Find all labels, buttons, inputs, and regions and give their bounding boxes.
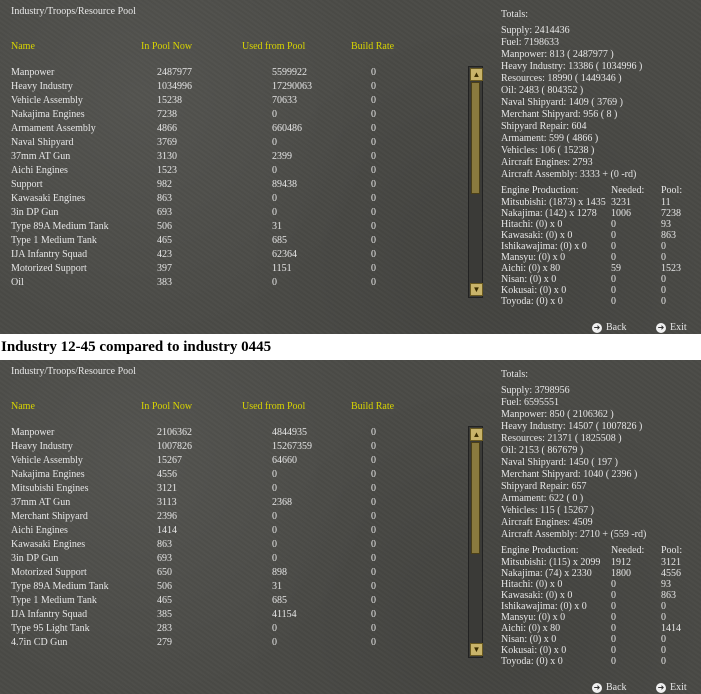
engine-pool: 0 (661, 612, 666, 623)
engine-needed: 0 (611, 656, 616, 667)
row-in-pool: 693 (157, 207, 172, 218)
engine-pool: 11 (661, 197, 671, 208)
engine-label: Hitachi: (0) x 0 (501, 219, 563, 230)
engine-label: Hitachi: (0) x 0 (501, 579, 563, 590)
row-in-pool: 279 (157, 637, 172, 648)
row-name: Manpower (11, 67, 55, 78)
row-used: 685 (272, 595, 287, 606)
row-build-rate: 0 (371, 539, 376, 550)
row-in-pool: 1414 (157, 525, 177, 536)
row-in-pool: 3769 (157, 137, 177, 148)
engine-needed: 1006 (611, 208, 631, 219)
row-name: Type 89A Medium Tank (11, 221, 109, 232)
table-row[interactable] (0, 234, 460, 248)
row-in-pool: 423 (157, 249, 172, 260)
exit-arrow-icon: ➜ (657, 322, 665, 332)
engine-label: Nisan: (0) x 0 (501, 634, 557, 645)
engine-pool: 0 (661, 241, 666, 252)
exit-button[interactable] (656, 682, 687, 694)
exit-label: Exit (670, 322, 687, 333)
totals-line: Shipyard Repair: 657 (501, 481, 587, 492)
table-row[interactable] (0, 566, 460, 580)
row-in-pool: 4866 (157, 123, 177, 134)
table-row[interactable] (0, 622, 460, 636)
row-used: 685 (272, 235, 287, 246)
engine-needed: 0 (611, 252, 616, 263)
engine-needed: 0 (611, 590, 616, 601)
row-used: 70633 (272, 95, 297, 106)
row-build-rate: 0 (371, 235, 376, 246)
back-arrow-icon: ➜ (593, 322, 601, 332)
engine-label: Ishikawajima: (0) x 0 (501, 601, 587, 612)
row-in-pool: 7238 (157, 109, 177, 120)
row-used: 0 (272, 469, 277, 480)
row-in-pool: 982 (157, 179, 172, 190)
row-name: Manpower (11, 427, 55, 438)
engine-pool: 93 (661, 579, 671, 590)
row-used: 0 (272, 137, 277, 148)
header-in-pool: In Pool Now (141, 41, 193, 52)
engine-pool: 0 (661, 634, 666, 645)
totals-line: Supply: 3798956 (501, 385, 570, 396)
row-name: 37mm AT Gun (11, 151, 71, 162)
row-build-rate: 0 (371, 207, 376, 218)
row-in-pool: 15238 (157, 95, 182, 106)
table-row[interactable] (0, 524, 460, 538)
row-name: Kawasaki Engines (11, 539, 86, 550)
engine-header-pool: Pool: (661, 545, 683, 556)
engine-pool: 0 (661, 285, 666, 296)
row-build-rate: 0 (371, 67, 376, 78)
table-row[interactable] (0, 276, 460, 290)
row-name: Merchant Shipyard (11, 511, 88, 522)
engine-needed: 1800 (611, 568, 631, 579)
row-name: Type 95 Light Tank (11, 623, 90, 634)
header-build-rate: Build Rate (351, 41, 395, 52)
row-used: 0 (272, 109, 277, 120)
table-row[interactable] (0, 608, 460, 622)
totals-line: Aircraft Engines: 2793 (501, 157, 593, 168)
row-name: Type 89A Medium Tank (11, 581, 109, 592)
row-name: Kawasaki Engines (11, 193, 86, 204)
engine-label: Kawasaki: (0) x 0 (501, 230, 573, 241)
row-build-rate: 0 (371, 623, 376, 634)
row-build-rate: 0 (371, 483, 376, 494)
table-row[interactable] (0, 178, 460, 192)
row-in-pool: 863 (157, 193, 172, 204)
row-in-pool: 2487977 (157, 67, 192, 78)
header-build-rate: Build Rate (351, 401, 395, 412)
engine-label: Mansyu: (0) x 0 (501, 252, 566, 263)
back-button[interactable] (592, 682, 627, 694)
engine-needed: 0 (611, 296, 616, 307)
totals-line: Manpower: 813 ( 2487977 ) (501, 49, 614, 60)
table-row[interactable] (0, 108, 460, 122)
engine-needed: 0 (611, 623, 616, 634)
row-build-rate: 0 (371, 469, 376, 480)
exit-button[interactable] (656, 322, 687, 334)
engine-label: Aichi: (0) x 80 (501, 263, 561, 274)
engine-header-label: Engine Production: (501, 185, 579, 196)
row-name: Motorized Support (11, 567, 87, 578)
row-build-rate: 0 (371, 151, 376, 162)
row-build-rate: 0 (371, 595, 376, 606)
table-row[interactable] (0, 122, 460, 136)
table-row[interactable] (0, 262, 460, 276)
table-row[interactable] (0, 136, 460, 150)
engine-needed: 1912 (611, 557, 631, 568)
table-row[interactable] (0, 552, 460, 566)
row-name: Aichi Engines (11, 525, 68, 536)
row-in-pool: 15267 (157, 455, 182, 466)
row-in-pool: 465 (157, 235, 172, 246)
row-used: 0 (272, 553, 277, 564)
totals-line: Vehicles: 115 ( 15267 ) (501, 505, 594, 516)
engine-needed: 59 (611, 263, 621, 274)
totals-title: Totals: (501, 9, 529, 20)
totals-line: Vehicles: 106 ( 15238 ) (501, 145, 595, 156)
table-row[interactable] (0, 468, 460, 482)
engine-needed: 3231 (611, 197, 631, 208)
table-row[interactable] (0, 66, 460, 80)
row-used: 4844935 (272, 427, 307, 438)
row-build-rate: 0 (371, 441, 376, 452)
engine-pool: 0 (661, 252, 666, 263)
row-name: Mitsubishi Engines (11, 483, 89, 494)
row-in-pool: 506 (157, 221, 172, 232)
row-build-rate: 0 (371, 455, 376, 466)
row-build-rate: 0 (371, 553, 376, 564)
panel-title: Industry/Troops/Resource Pool (11, 6, 136, 17)
totals-line: Manpower: 850 ( 2106362 ) (501, 409, 614, 420)
back-button[interactable] (592, 322, 627, 334)
totals-line: Armament: 622 ( 0 ) (501, 493, 584, 504)
row-used: 5599922 (272, 67, 307, 78)
scrollbar[interactable] (468, 426, 483, 658)
scroll-up-icon[interactable]: ▲ (470, 428, 483, 441)
row-used: 0 (272, 193, 277, 204)
row-build-rate: 0 (371, 497, 376, 508)
back-arrow-icon: ➜ (593, 682, 601, 692)
row-in-pool: 1034996 (157, 81, 192, 92)
engine-label: Mansyu: (0) x 0 (501, 612, 566, 623)
totals-line: Shipyard Repair: 604 (501, 121, 587, 132)
table-row[interactable] (0, 164, 460, 178)
row-name: Type 1 Medium Tank (11, 595, 97, 606)
header-name: Name (11, 41, 35, 52)
row-build-rate: 0 (371, 581, 376, 592)
panel-title: Industry/Troops/Resource Pool (11, 366, 136, 377)
row-build-rate: 0 (371, 637, 376, 648)
row-name: Type 1 Medium Tank (11, 235, 97, 246)
table-row[interactable] (0, 594, 460, 608)
engine-label: Toyoda: (0) x 0 (501, 656, 563, 667)
row-used: 2368 (272, 497, 292, 508)
row-name: Motorized Support (11, 263, 87, 274)
engine-label: Aichi: (0) x 80 (501, 623, 561, 634)
totals-title: Totals: (501, 369, 529, 380)
row-build-rate: 0 (371, 123, 376, 134)
row-name: 3in DP Gun (11, 207, 59, 218)
row-used: 31 (272, 581, 282, 592)
totals-line: Aircraft Assembly: 3333 + (0 -rd) (501, 169, 637, 180)
totals-line: Fuel: 6595551 (501, 397, 560, 408)
row-in-pool: 2106362 (157, 427, 192, 438)
engine-header-needed: Needed: (611, 185, 645, 196)
table-row[interactable] (0, 150, 460, 164)
scroll-down-icon[interactable]: ▼ (470, 643, 483, 656)
engine-header-needed: Needed: (611, 545, 645, 556)
row-build-rate: 0 (371, 221, 376, 232)
engine-needed: 0 (611, 634, 616, 645)
row-name: Support (11, 179, 43, 190)
row-name: Aichi Engines (11, 165, 68, 176)
engine-label: Kawasaki: (0) x 0 (501, 590, 573, 601)
table-row[interactable] (0, 426, 460, 440)
totals-line: Aircraft Engines: 4509 (501, 517, 593, 528)
row-in-pool: 2396 (157, 511, 177, 522)
engine-label: Kokusai: (0) x 0 (501, 285, 567, 296)
engine-row (501, 296, 701, 308)
row-used: 17290063 (272, 81, 312, 92)
row-name: Heavy Industry (11, 81, 73, 92)
totals-line: Fuel: 7198633 (501, 37, 560, 48)
totals-line: Naval Shipyard: 1450 ( 197 ) (501, 457, 618, 468)
totals-line: Resources: 21371 ( 1825508 ) (501, 433, 622, 444)
back-label: Back (606, 682, 627, 693)
row-used: 31 (272, 221, 282, 232)
row-build-rate: 0 (371, 109, 376, 120)
row-name: Nakajima Engines (11, 109, 85, 120)
totals-line: Naval Shipyard: 1409 ( 3769 ) (501, 97, 623, 108)
engine-production-header (501, 185, 701, 197)
row-build-rate: 0 (371, 525, 376, 536)
engine-label: Ishikawajima: (0) x 0 (501, 241, 587, 252)
exit-arrow-icon: ➜ (657, 682, 665, 692)
table-row[interactable] (0, 248, 460, 262)
header-in-pool: In Pool Now (141, 401, 193, 412)
row-used: 64660 (272, 455, 297, 466)
engine-needed: 0 (611, 285, 616, 296)
engine-label: Mitsubishi: (115) x 2099 (501, 557, 601, 568)
engine-needed: 0 (611, 612, 616, 623)
totals-line: Merchant Shipyard: 956 ( 8 ) (501, 109, 618, 120)
engine-pool: 3121 (661, 557, 681, 568)
row-in-pool: 397 (157, 263, 172, 274)
scroll-thumb[interactable] (471, 82, 480, 194)
row-in-pool: 385 (157, 609, 172, 620)
engine-pool: 0 (661, 601, 666, 612)
row-build-rate: 0 (371, 249, 376, 260)
engine-pool: 7238 (661, 208, 681, 219)
engine-label: Toyoda: (0) x 0 (501, 296, 563, 307)
engine-pool: 0 (661, 645, 666, 656)
engine-needed: 0 (611, 230, 616, 241)
back-label: Back (606, 322, 627, 333)
row-used: 41154 (272, 609, 297, 620)
totals-line: Resources: 18990 ( 1449346 ) (501, 73, 622, 84)
row-name: IJA Infantry Squad (11, 609, 88, 620)
row-used: 89438 (272, 179, 297, 190)
totals-line: Heavy Industry: 13386 ( 1034996 ) (501, 61, 643, 72)
row-name: 3in DP Gun (11, 553, 59, 564)
engine-pool: 4556 (661, 568, 681, 579)
table-row[interactable] (0, 192, 460, 206)
engine-needed: 0 (611, 601, 616, 612)
engine-pool: 863 (661, 230, 676, 241)
row-used: 0 (272, 511, 277, 522)
row-in-pool: 1523 (157, 165, 177, 176)
row-build-rate: 0 (371, 165, 376, 176)
row-used: 1151 (272, 263, 292, 274)
row-in-pool: 3130 (157, 151, 177, 162)
engine-header-label: Engine Production: (501, 545, 579, 556)
row-in-pool: 693 (157, 553, 172, 564)
scroll-up-icon[interactable]: ▲ (470, 68, 483, 81)
engine-needed: 0 (611, 274, 616, 285)
engine-row (501, 656, 701, 668)
table-row[interactable] (0, 206, 460, 220)
row-in-pool: 650 (157, 567, 172, 578)
row-name: Armament Assembly (11, 123, 96, 134)
row-name: Nakajima Engines (11, 469, 85, 480)
totals-line: Heavy Industry: 14507 ( 1007826 ) (501, 421, 643, 432)
industry-panel-bottom (0, 360, 701, 694)
row-used: 15267359 (272, 441, 312, 452)
engine-needed: 0 (611, 241, 616, 252)
engine-label: Nakajima: (74) x 2330 (501, 568, 592, 579)
engine-label: Mitsubishi: (1873) x 1435 (501, 197, 606, 208)
table-row[interactable] (0, 482, 460, 496)
row-build-rate: 0 (371, 95, 376, 106)
table-row[interactable] (0, 510, 460, 524)
header-name: Name (11, 401, 35, 412)
totals-line: Aircraft Assembly: 2710 + (559 -rd) (501, 529, 647, 540)
engine-production-header (501, 545, 701, 557)
engine-header-pool: Pool: (661, 185, 683, 196)
row-name: 37mm AT Gun (11, 497, 71, 508)
totals-line: Oil: 2483 ( 804352 ) (501, 85, 584, 96)
row-used: 0 (272, 539, 277, 550)
engine-pool: 0 (661, 656, 666, 667)
comparison-caption: Industry 12-45 compared to industry 0445 (1, 339, 272, 355)
row-in-pool: 283 (157, 623, 172, 634)
row-used: 898 (272, 567, 287, 578)
row-used: 2399 (272, 151, 292, 162)
table-row[interactable] (0, 580, 460, 594)
row-build-rate: 0 (371, 427, 376, 438)
industry-panel-top (0, 0, 701, 334)
row-name: Oil (11, 277, 24, 288)
row-build-rate: 0 (371, 567, 376, 578)
row-used: 0 (272, 623, 277, 634)
row-used: 0 (272, 525, 277, 536)
engine-pool: 1523 (661, 263, 681, 274)
totals-line: Oil: 2153 ( 867679 ) (501, 445, 584, 456)
row-used: 62364 (272, 249, 297, 260)
engine-label: Kokusai: (0) x 0 (501, 645, 567, 656)
totals-line: Supply: 2414436 (501, 25, 570, 36)
row-build-rate: 0 (371, 81, 376, 92)
row-in-pool: 506 (157, 581, 172, 592)
table-row[interactable] (0, 440, 460, 454)
table-row[interactable] (0, 220, 460, 234)
row-name: 4.7in CD Gun (11, 637, 68, 648)
row-build-rate: 0 (371, 263, 376, 274)
engine-pool: 1414 (661, 623, 681, 634)
engine-pool: 0 (661, 274, 666, 285)
row-build-rate: 0 (371, 137, 376, 148)
row-in-pool: 1007826 (157, 441, 192, 452)
row-in-pool: 383 (157, 277, 172, 288)
row-used: 660486 (272, 123, 302, 134)
row-name: Naval Shipyard (11, 137, 74, 148)
table-row[interactable] (0, 94, 460, 108)
engine-needed: 0 (611, 219, 616, 230)
row-in-pool: 863 (157, 539, 172, 550)
row-used: 0 (272, 637, 277, 648)
totals-line: Armament: 599 ( 4866 ) (501, 133, 599, 144)
row-in-pool: 3113 (157, 497, 177, 508)
row-build-rate: 0 (371, 511, 376, 522)
engine-label: Nisan: (0) x 0 (501, 274, 557, 285)
scroll-down-icon[interactable]: ▼ (470, 283, 483, 296)
table-row[interactable] (0, 454, 460, 468)
header-used: Used from Pool (242, 41, 306, 52)
table-row[interactable] (0, 636, 460, 650)
table-row[interactable] (0, 538, 460, 552)
scrollbar[interactable] (468, 66, 483, 298)
totals-line: Merchant Shipyard: 1040 ( 2396 ) (501, 469, 638, 480)
row-in-pool: 465 (157, 595, 172, 606)
engine-label: Nakajima: (142) x 1278 (501, 208, 597, 219)
row-used: 0 (272, 165, 277, 176)
row-name: IJA Infantry Squad (11, 249, 88, 260)
row-used: 0 (272, 483, 277, 494)
table-row[interactable] (0, 80, 460, 94)
table-row[interactable] (0, 496, 460, 510)
row-build-rate: 0 (371, 609, 376, 620)
row-build-rate: 0 (371, 277, 376, 288)
row-in-pool: 4556 (157, 469, 177, 480)
engine-pool: 93 (661, 219, 671, 230)
engine-needed: 0 (611, 645, 616, 656)
engine-pool: 863 (661, 590, 676, 601)
engine-pool: 0 (661, 296, 666, 307)
scroll-thumb[interactable] (471, 442, 480, 554)
header-used: Used from Pool (242, 401, 306, 412)
exit-label: Exit (670, 682, 687, 693)
row-used: 0 (272, 277, 277, 288)
row-build-rate: 0 (371, 193, 376, 204)
row-used: 0 (272, 207, 277, 218)
row-name: Heavy Industry (11, 441, 73, 452)
engine-needed: 0 (611, 579, 616, 590)
row-name: Vehicle Assembly (11, 455, 83, 466)
row-name: Vehicle Assembly (11, 95, 83, 106)
row-build-rate: 0 (371, 179, 376, 190)
row-in-pool: 3121 (157, 483, 177, 494)
